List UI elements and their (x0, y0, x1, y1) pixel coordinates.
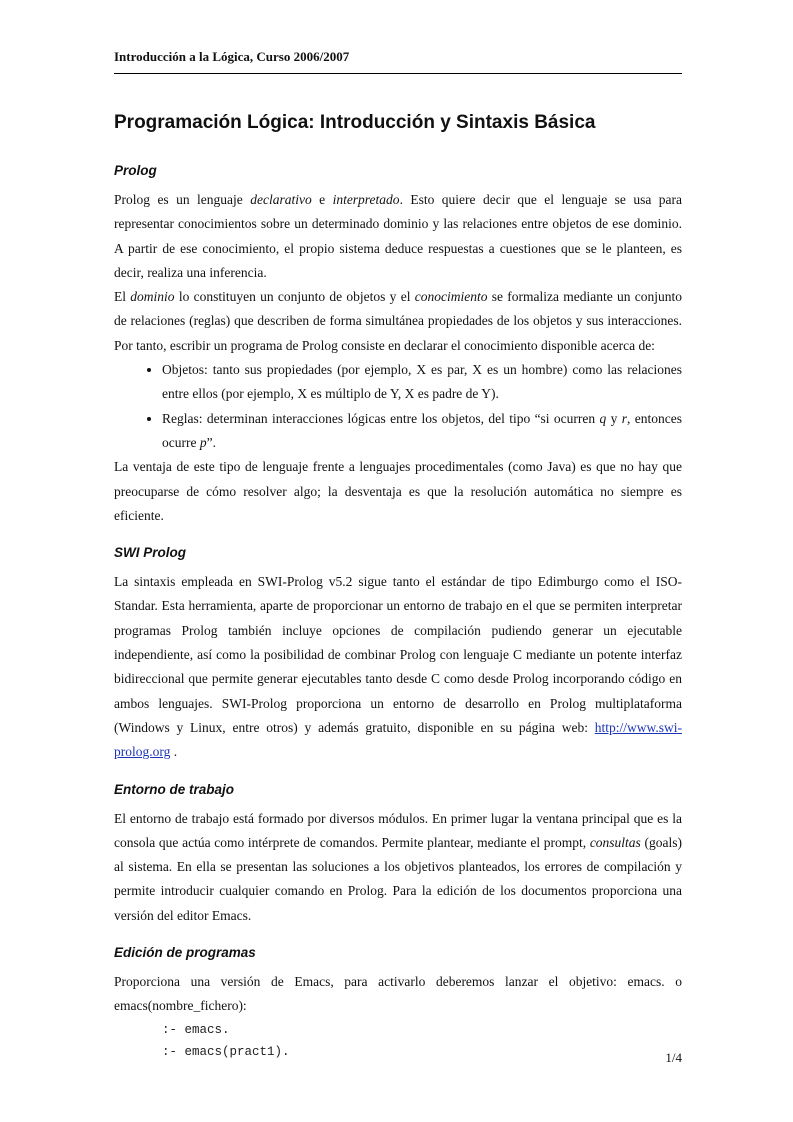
paragraph (114, 807, 682, 928)
swi-prolog-link[interactable]: http://www.swi-prolog.org (114, 719, 682, 760)
emphasis: dominio (130, 289, 175, 305)
section-heading: Entorno de trabajo (114, 781, 235, 797)
section-edicion (114, 942, 682, 1063)
text-run: Prolog es un lenguaje (114, 192, 251, 207)
running-header: Introducción a la Lógica, Curso 2006/2007 (114, 49, 682, 74)
section-heading: Edición de programas (114, 945, 256, 961)
text-run: e (311, 192, 333, 207)
paragraph (114, 188, 682, 285)
text-run: El (114, 289, 131, 305)
document-title: Programación Lógica: Introducción y Sintaxis Básica (114, 112, 596, 133)
emphasis: consultas (589, 834, 641, 850)
emphasis: conocimiento (414, 289, 488, 305)
text-run: y (606, 410, 622, 426)
text-run: El entorno de trabajo está formado por diversos módulos. En primer lugar la ventana principal que es la consola que actúa como intérprete de comandos. Permite plantear, mediante el prompt, (114, 810, 682, 850)
section-heading: SWI Prolog (114, 545, 186, 561)
text-run: ”. (206, 434, 216, 450)
code-line: :- emacs. (162, 1022, 230, 1037)
text-run: lo constituyen un conjunto de objetos y el (174, 289, 415, 305)
section-heading: Prolog (114, 163, 157, 178)
bullet-item (162, 407, 682, 456)
paragraph: La ventaja de este tipo de lenguaje frente a lenguajes procedimentales (como Java) es que no hay que preocuparse de cómo resolver algo; la desventaja es que la resolución automática no siempre es eficiente. (114, 459, 682, 523)
text-run: . Esto quiere decir que el lenguaje se usa para representar conocimientos sobre un determinado dominio y las relaciones entre objetos de ese dominio. A partir de ese conocimiento, el propio sistema deduce respuestas a cuestiones que se le planteen, es decir, realiza una inferencia. (114, 192, 682, 280)
section-swi-prolog (114, 542, 682, 764)
emphasis: declarativo (250, 192, 312, 207)
text-run: , entonces ocurre (162, 410, 683, 450)
code-line: :- emacs(pract1). (162, 1044, 290, 1059)
emphasis: interpretado (332, 192, 400, 207)
document-body (114, 160, 682, 1077)
section-prolog (114, 160, 682, 528)
text-run: Reglas: determinan interacciones lógicas entre los objetos, del tipo “si ocurren (162, 410, 600, 426)
bullet-item: • Objetos: tanto sus propiedades (por ejemplo, X es par, X es un hombre) como las relaciones entre ellos (por ejemplo, X es múltiplo de Y, X es padre de Y). (162, 358, 682, 407)
text-run: (goals) al sistema. En ella se presentan las soluciones a los objetivos planteados, los errores de compilación y permite introducir cualquier comando en Prolog. Para la edición de los documentos proporciona una versión del editor Emacs. (114, 834, 682, 923)
text-run: . (170, 744, 178, 760)
paragraph (114, 285, 682, 358)
emphasis: q (599, 410, 607, 426)
page-number: 1/4 (665, 1050, 682, 1065)
bullet-list (114, 358, 682, 455)
paragraph: Proporciona una versión de Emacs, para activarlo deberemos lanzar el objetivo: emacs. o emacs(nombre_fichero): (114, 974, 682, 1014)
section-entorno (114, 779, 682, 928)
emphasis: p (199, 434, 207, 450)
emphasis: r (621, 410, 628, 426)
text-run: La sintaxis empleada en SWI-Prolog v5.2 sigue tanto el estándar de tipo Edimburgo como el ISO-Standar. Esta herramienta, aparte de proporcionar un entorno de trabajo en el que se permiten interpretar programas Prolog también incluye opciones de compilación pudiendo generar un ejecutable independiente, así como la posibilidad de combinar Prolog con lenguaje C mediante un potente interfaz bidireccional que permite generar ejecutables tanto desde C como desde Prolog incorporando código en ambos lenguajes. SWI-Prolog proporciona un entorno de desarrollo en Prolog multiplataforma (Windows y Linux, entre otros) y además gratuito, disponible en su página web: (114, 574, 682, 735)
text-run: se formaliza mediante un conjunto de relaciones (reglas) que describen de forma simultánea propiedades de los objetos y sus interacciones. Por tanto, escribir un programa de Prolog consiste en declarar el conocimiento disponible acerca de: (114, 289, 683, 353)
paragraph (114, 570, 682, 764)
